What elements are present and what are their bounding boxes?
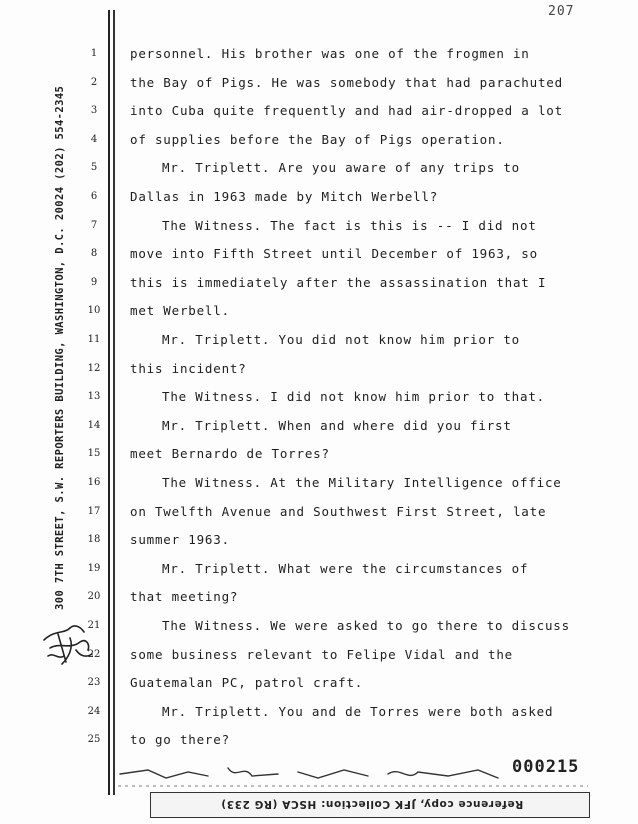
transcript-line: of supplies before the Bay of Pigs operation. (130, 131, 505, 147)
transcript-line: Mr. Triplett. When and where did you first (162, 417, 512, 433)
transcript-line: Dallas in 1963 made by Mitch Werbell? (130, 189, 439, 204)
line-number: 21 (87, 620, 101, 631)
line-number: 1 (90, 48, 98, 59)
line-number: 18 (87, 534, 101, 546)
line-number: 14 (87, 419, 101, 431)
line-number: 23 (87, 677, 101, 689)
handwritten-initials-mark (40, 620, 96, 670)
transcript-line: this is immediately after the assassination that I (130, 274, 547, 290)
margin-rule (108, 10, 110, 795)
transcript-line: personnel. His brother was one of the frogmen in (130, 46, 530, 61)
document-control-number: 000215 (512, 757, 580, 777)
transcript-line: this incident? (130, 360, 247, 376)
transcript-line: The Witness. I did not know him prior to that. (162, 389, 545, 405)
line-number: 11 (87, 334, 101, 345)
transcript-line: Guatemalan PC, patrol craft. (130, 675, 364, 691)
line-number: 10 (87, 305, 101, 317)
transcript-line: into Cuba quite frequently and had air-dropped a lot (130, 103, 563, 119)
line-number: 22 (87, 648, 101, 660)
transcript-line: move into Fifth Street until December of 1963, so (130, 246, 538, 262)
footer-reference-text: Reference copy, JFK Collection: HSCA (RG 233) (220, 798, 524, 810)
line-number: 25 (87, 734, 101, 746)
line-number: 19 (87, 562, 101, 574)
line-number: 12 (87, 362, 101, 374)
transcript-line: to go there? (130, 732, 230, 748)
line-number: 4 (90, 133, 98, 145)
line-number: 5 (90, 162, 98, 174)
transcript-line: Mr. Triplett. You and de Torres were both asked (162, 703, 554, 719)
transcript-line: meet Bernardo de Torres? (130, 446, 330, 462)
line-number: 6 (90, 191, 98, 202)
line-number: 2 (90, 76, 98, 88)
transcript-line: the Bay of Pigs. He was somebody that had parachuted (130, 74, 563, 90)
reporter-address-vertical: 300 7TH STREET, S.W. REPORTERS BUILDING, WASHINGTON, D.C. 20024 (202) 554-2345 (54, 85, 66, 610)
line-number: 7 (90, 219, 98, 231)
line-number: 13 (87, 391, 101, 403)
transcript-line: some business relevant to Felipe Vidal and the (130, 646, 513, 662)
line-number: 16 (87, 477, 101, 488)
transcript-line: met Werbell. (130, 303, 230, 319)
transcript-line: The Witness. The fact is this is -- I did not (162, 217, 537, 233)
transcript-line: that meeting? (130, 589, 239, 605)
transcript-line: The Witness. At the Military Intelligence office (162, 475, 562, 490)
transcript-line: summer 1963. (130, 532, 230, 548)
line-number: 17 (87, 505, 101, 517)
line-number: 24 (87, 705, 101, 717)
transcript-line: The Witness. We were asked to go there to discuss (162, 618, 570, 633)
margin-rule-inner (113, 10, 115, 795)
line-number: 20 (87, 591, 101, 603)
transcript-line: Mr. Triplett. What were the circumstances of (162, 560, 529, 576)
transcript-line: on Twelfth Avenue and Southwest First Street, late (130, 503, 547, 519)
page-number: 207 (548, 4, 575, 19)
line-number: 9 (90, 276, 98, 288)
line-number: 8 (90, 248, 98, 260)
transcript-line: Mr. Triplett. You did not know him prior to (162, 332, 521, 347)
line-number: 15 (87, 448, 101, 460)
transcript-line: Mr. Triplett. Are you aware of any trips to (162, 160, 521, 176)
line-number: 3 (90, 105, 98, 117)
